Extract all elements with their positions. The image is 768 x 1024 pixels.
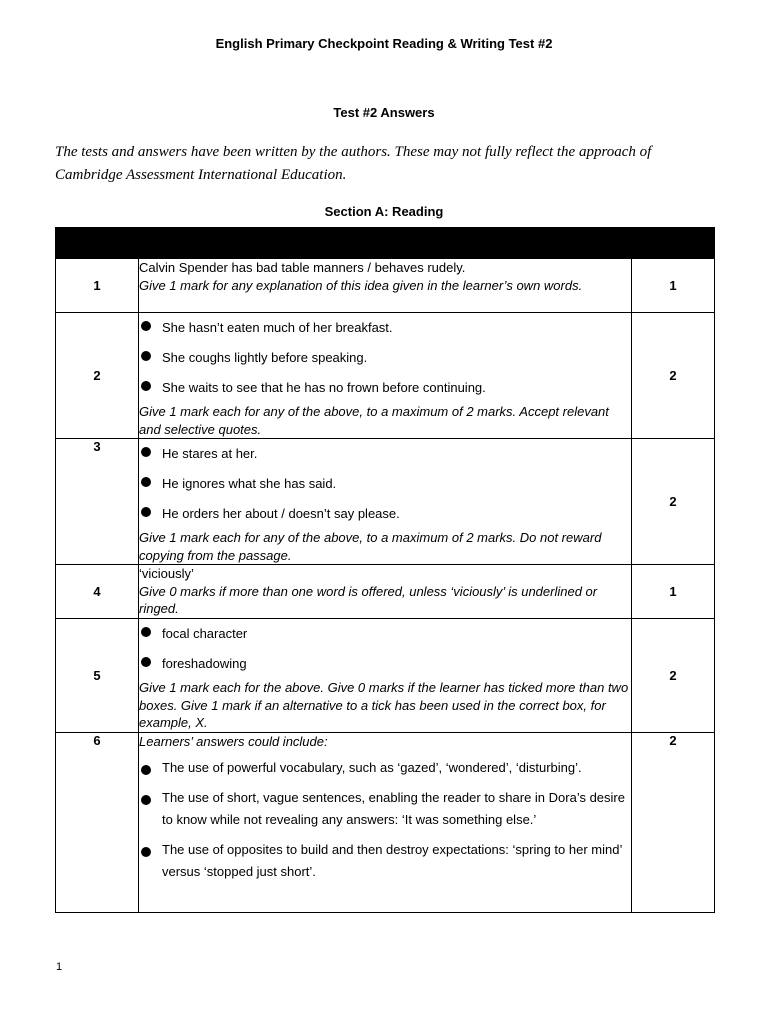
- table-row: [56, 259, 715, 313]
- marking-note: Give 1 mark each for the above. Give 0 marks if the learner has ticked more than two boxes. Give 1 mark if an alternative to a tick has been used in the correct box, for example, X.: [139, 680, 629, 730]
- list-item: She waits to see that he has no frown before continuing.: [139, 373, 631, 403]
- question-number: 1: [56, 259, 139, 313]
- list-item: The use of powerful vocabulary, such as ‘gazed’, ‘wondered’, ‘disturbing’.: [139, 757, 631, 779]
- header-cell-question: [56, 228, 139, 259]
- marks-value: 1: [632, 259, 715, 313]
- question-number: 4: [56, 565, 139, 619]
- marking-note: Give 1 mark each for any of the above, to a maximum of 2 marks. Do not reward copying from the passage.: [139, 530, 602, 563]
- list-item: [139, 787, 631, 831]
- table-row: [56, 733, 715, 913]
- marks-value: 2: [632, 313, 715, 439]
- question-number: 6: [56, 733, 139, 913]
- bullet-list: [139, 757, 631, 883]
- answer-text: ‘viciously’: [139, 566, 194, 581]
- document-title: English Primary Checkpoint Reading & Writing Test #2: [215, 36, 553, 51]
- question-number: 3: [56, 439, 139, 565]
- bullet-list: [139, 313, 631, 403]
- answer-cell: [139, 733, 632, 913]
- marks-value: 1: [632, 565, 715, 619]
- table-row: [56, 565, 715, 619]
- table-header-row: [56, 228, 715, 259]
- bullet-list: [139, 439, 631, 529]
- answers-table: [55, 227, 715, 913]
- section-title: Section A: Reading: [324, 204, 444, 219]
- table-row: [56, 439, 715, 565]
- list-item: The use of opposites to build and then destroy expectations: ‘spring to her mind’ versus ‘stopped just short’.: [139, 839, 631, 883]
- header-cell-marks: [632, 228, 715, 259]
- marks-value: 2: [632, 733, 715, 913]
- list-item: He ignores what she has said.: [139, 469, 631, 499]
- list-item: focal character: [139, 619, 631, 649]
- answer-intro: Learners’ answers could include:: [139, 734, 328, 749]
- question-number: 2: [56, 313, 139, 439]
- answer-cell: [139, 619, 632, 733]
- table-row: [56, 619, 715, 733]
- answer-text: Calvin Spender has bad table manners / behaves rudely.: [139, 260, 466, 275]
- list-item-continuation: to know while not revealing any answers: ‘It was something else.’: [162, 811, 537, 827]
- question-number: 5: [56, 619, 139, 733]
- header-cell-answer: [139, 228, 632, 259]
- marks-value: 2: [632, 439, 715, 565]
- marking-note: Give 1 mark for any explanation of this idea given in the learner’s own words.: [139, 277, 583, 293]
- page-number: 1: [56, 961, 63, 973]
- list-item-text: The use of short, vague sentences, enabling the reader to share in Dora’s desire: [162, 789, 625, 805]
- list-item: He orders her about / doesn’t say please.: [139, 499, 631, 529]
- list-item: She coughs lightly before speaking.: [139, 343, 631, 373]
- marks-value: 2: [632, 619, 715, 733]
- table-row: [56, 313, 715, 439]
- list-item: He stares at her.: [139, 439, 631, 469]
- answers-title: Test #2 Answers: [333, 105, 435, 120]
- bullet-list: [139, 619, 631, 679]
- answer-cell: [139, 439, 632, 565]
- answer-cell: [139, 565, 632, 619]
- list-item: She hasn’t eaten much of her breakfast.: [139, 313, 631, 343]
- marking-note: Give 0 marks if more than one word is offered, unless ‘viciously’ is underlined or ringed.: [139, 583, 598, 616]
- disclaimer: The tests and answers have been written by the authors. These may not fully reflect the approach of Cambridge Assessment International Education.: [55, 144, 652, 183]
- answer-cell: [139, 313, 632, 439]
- answer-cell: [139, 259, 632, 313]
- marking-note: Give 1 mark each for any of the above, to a maximum of 2 marks. Accept relevant and selective quotes.: [139, 404, 609, 437]
- list-item: foreshadowing: [139, 649, 631, 679]
